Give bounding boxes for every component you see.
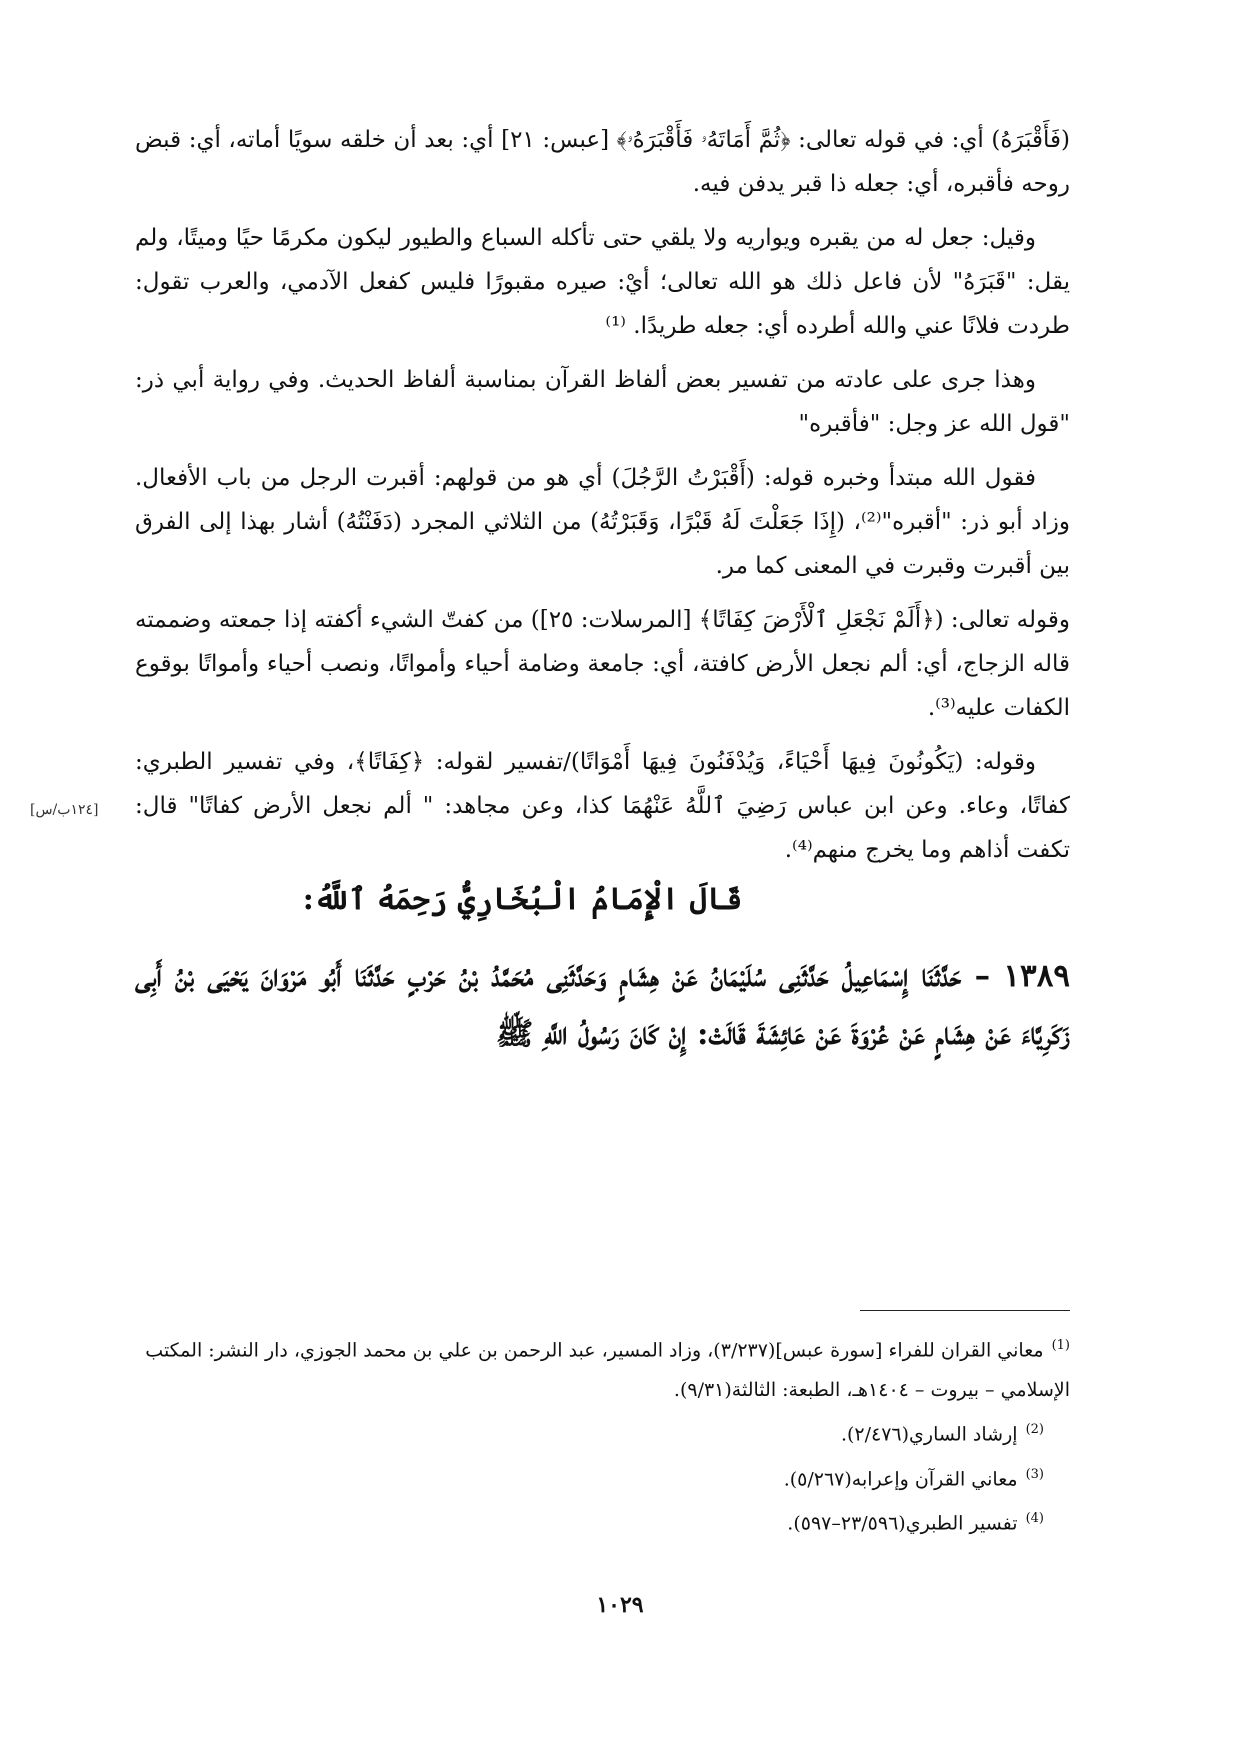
footnote-number: (3) bbox=[1025, 1466, 1044, 1482]
footnote-text: معاني القران للفراء [سورة عبس](٣/٢٣٧)، وزاد المسير، عبد الرحمن بن علي بن محمد الجوزي، دار النشر: المكتب الإسلامي – بيروت – ١٤٠٤هـ، الطبعة: الثالثة(٩/٣١). bbox=[145, 1339, 1070, 1402]
footnote-1 bbox=[135, 1326, 1070, 1410]
footnote-text: معاني القرآن وإعرابه(٥/٢٦٧). bbox=[783, 1467, 1018, 1490]
imam-heading: قَالَ الْإِمَامُ الْبُخَارِيُّ رَحِمَهُ ٱللَّهُ: bbox=[302, 882, 743, 917]
paragraph-6: وقوله: (يَكُونُونَ فِيهَا أَحْيَاءً، وَيُدْفَنُونَ فِيهَا أَمْوَاتًا)/تفسير لقوله: ﴿كِفَاتًا﴾، وفي تفسير الطبري: كفاتًا، وعاء. وعن ابن عباس رَضِيَ ٱللَّهُ عَنْهُمَا كذا، وعن مجاهد: " ألم نجعل الأرض كفاتًا" قال: تكفت أذاهم وما يخرج منهم⁽⁴⁾. bbox=[135, 749, 1070, 863]
footnote-divider bbox=[860, 1310, 1070, 1311]
footnote-number: (2) bbox=[1025, 1422, 1044, 1438]
paragraph-2: وقيل: جعل له من يقبره ويواريه ولا يلقي حتى تأكله السباع والطيور ليكون مكرمًا حيًا وميتًا، ولم يقل: "قَبَرَهُ" لأن فاعل ذلك هو الله تعالى؛ أيْ: صيره مقبورًا فليس كفعل الآدمي، والعرب تقول: طردت فلانًا عني والله أطرده أي: جعله طريدًا. ⁽¹⁾ bbox=[135, 225, 1070, 339]
footnote-number: (1) bbox=[1051, 1338, 1070, 1353]
footnote-text: تفسير الطبري(٢٣/٥٩٦–٥٩٧). bbox=[787, 1512, 1018, 1535]
paragraph-5: وقوله تعالى: (﴿أَلَمْ نَجْعَلِ ٱلْأَرْضَ كِفَاتًا﴾ [المرسلات: ٢٥]) من كفتّ الشيء أكفته إذا جمعته وضممته قاله الزجاج، أي: ألم نجعل الأرض كافتة، أي: جامعة وضامة أحياء وأمواتًا، ونصب أحياء وأمواتًا بوقوع الكفات عليه⁽³⁾. bbox=[135, 607, 1070, 721]
footnote-3 bbox=[135, 1455, 1070, 1499]
page-number: ١٠٢٩ bbox=[596, 1592, 644, 1618]
footnote-2 bbox=[135, 1410, 1070, 1454]
paragraph-4: فقول الله مبتدأ وخبره قوله: (أَقْبَرْتُ الرَّجُلَ) أي هو من قولهم: أقبرت الرجل من باب الأفعال. وزاد أبو ذر: "أقبره"⁽²⁾، (إِذَا جَعَلْتَ لَهُ قَبْرًا، وَقَبَرْتُهُ) من الثلاثي المجرد (دَفَنْتُهُ) أشار بهذا إلى الفرق بين أقبرت وقبرت في المعنى كما مر. bbox=[135, 465, 1070, 579]
hadith-text: ١٣٨٩ – حَدَّثَنَا إِسْمَاعِيلُ حَدَّثَنِى سُلَيْمَانُ عَنْ هِشَامٍ وَحَدَّثَنِى مُحَمَّدُ بْنُ حَرْبٍ حَدَّثَنَا أَبُو مَرْوَانَ يَحْيَى بْنُ أَبِى زَكَرِيَّاءَ عَنْ هِشَامٍ عَنْ عُرْوَةَ عَنْ عَائِشَةَ قَالَتْ: إِنْ كَانَ رَسُولُ اللَّهِ ﷺ bbox=[135, 958, 1070, 1052]
margin-note: [١٢٤ب/س] bbox=[30, 802, 99, 818]
footnote-4 bbox=[135, 1499, 1070, 1543]
main-text bbox=[135, 118, 1070, 1063]
paragraph-3: وهذا جرى على عادته من تفسير بعض ألفاظ القرآن بمناسبة ألفاظ الحديث. وفي رواية أبي ذر: "قول الله عز وجل: "فأقبره" bbox=[135, 367, 1070, 437]
footnote-text: إرشاد الساري(٢/٤٧٦). bbox=[840, 1423, 1018, 1446]
paragraph-1: (فَأَقْبَرَهُ) أي: في قوله تعالى: ﴿ثُمَّ أَمَاتَهُۥ فَأَقْبَرَهُۥ﴾ [عبس: ٢١] أي: بعد أن خلقه سويًا أماته، أي: قبض روحه فأقبره، أي: جعله ذا قبر يدفن فيه. bbox=[135, 127, 1070, 197]
footnotes bbox=[135, 1326, 1070, 1543]
footnote-number: (4) bbox=[1025, 1510, 1044, 1526]
